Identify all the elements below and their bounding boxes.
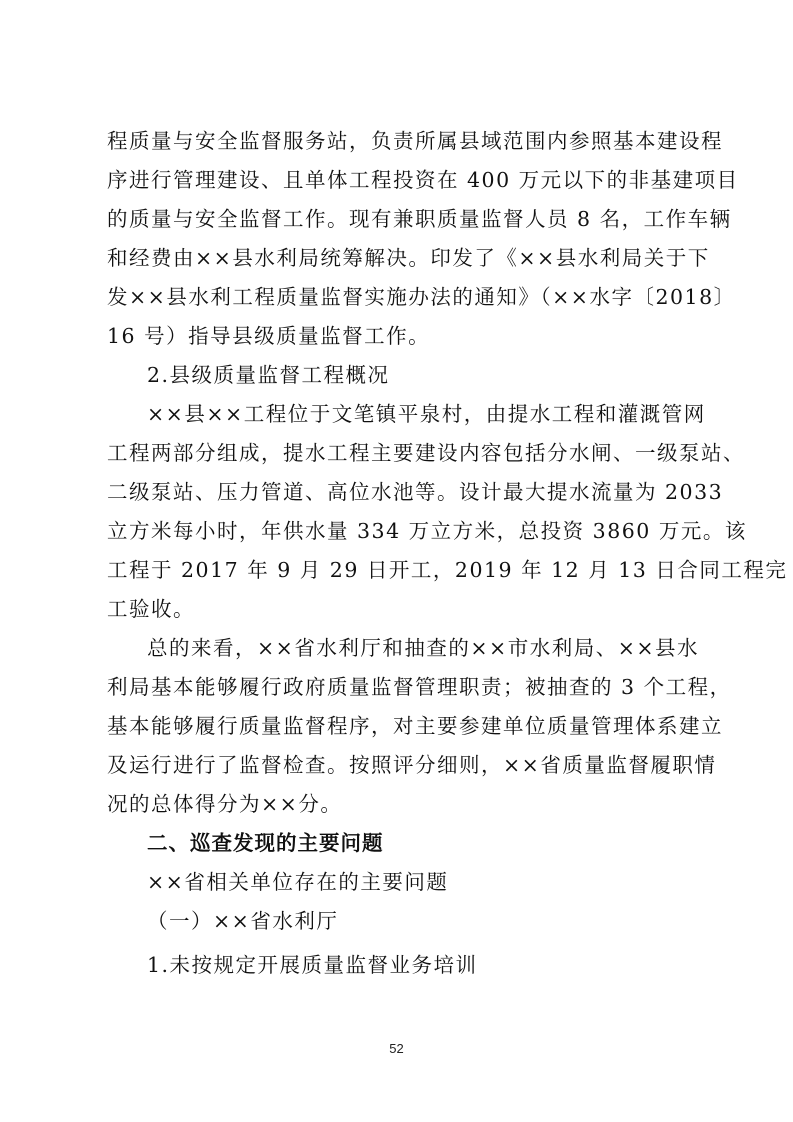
subheading: 2.县级质量监督工程概况	[147, 363, 390, 387]
paragraph-line: 基本能够履行质量监督程序，对主要参建单位质量管理体系建立	[107, 714, 723, 738]
paragraph-line: 立方米每小时，年供水量 334 万立方米，总投资 3860 万元。该	[107, 519, 747, 543]
paragraph-line: ××县××工程位于文笔镇平泉村，由提水工程和灌溉管网	[147, 402, 706, 426]
list-item: 1.未按规定开展质量监督业务培训	[147, 953, 478, 977]
paragraph-line: 利局基本能够履行政府质量监督管理职责；被抽查的 3 个工程，	[107, 675, 732, 699]
paragraph-line: 二级泵站、压力管道、高位水池等。设计最大提水流量为 2033	[107, 480, 724, 504]
subsection-intro: ××省相关单位存在的主要问题	[147, 870, 449, 894]
paragraph-line: 的质量与安全监督工作。现有兼职质量监督人员 8 名，工作车辆	[107, 207, 732, 231]
paragraph-line: 16 号）指导县级质量监督工作。	[107, 324, 431, 348]
paragraph-line: 况的总体得分为××分。	[107, 792, 343, 816]
paragraph-line: 工程两部分组成，提水工程主要建设内容包括分水闸、一级泵站、	[107, 441, 745, 465]
paragraph-line: 及运行进行了监督检查。按照评分细则，××省质量监督履职情	[107, 753, 717, 777]
paragraph-line: 工程于 2017 年 9 月 29 日开工，2019 年 12 月 13 日合同工程完	[107, 558, 788, 582]
paragraph-line: 总的来看，××省水利厅和抽查的××市水利局、××县水	[147, 636, 700, 660]
paragraph-line: 工验收。	[107, 597, 195, 621]
paragraph-line: 程质量与安全监督服务站，负责所属县域范围内参照基本建设程	[107, 129, 723, 153]
paragraph-line: 序进行管理建设、且单体工程投资在 400 万元以下的非基建项目	[107, 168, 739, 192]
paragraph-line: 发××县水利工程质量监督实施办法的通知》（××水字〔2018〕	[107, 285, 736, 309]
subsection-heading: （一）××省水利厅	[147, 909, 339, 933]
section-heading: 二、巡查发现的主要问题	[147, 831, 384, 855]
page-number: 52	[389, 1041, 404, 1056]
paragraph-line: 和经费由××县水利局统筹解决。印发了《××县水利局关于下	[107, 246, 710, 270]
